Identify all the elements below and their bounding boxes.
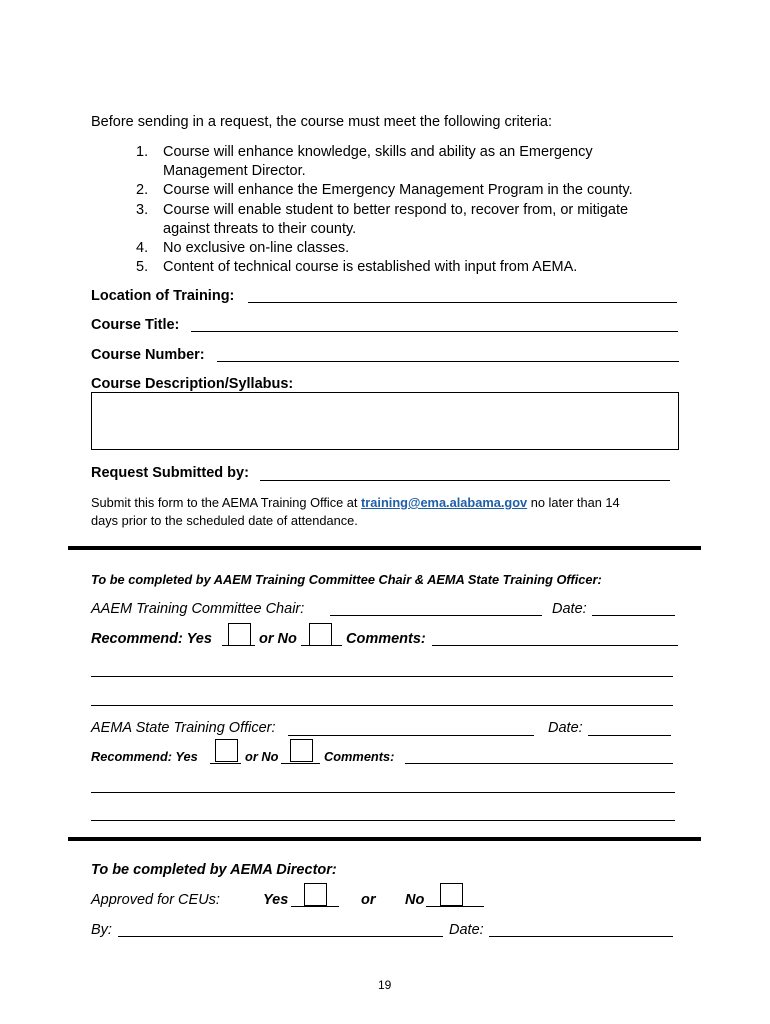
intro-text: Before sending in a request, the course must meet the following criteria: — [91, 114, 553, 130]
by-field[interactable] — [118, 936, 443, 937]
or-no-label: or No — [259, 631, 297, 647]
recommend-label-2: Recommend: Yes — [91, 749, 198, 764]
officer-comments-line-3[interactable] — [91, 820, 675, 821]
course-description-field[interactable] — [91, 392, 679, 450]
email-link[interactable]: training@ema.alabama.gov — [361, 495, 528, 510]
approved-or-label: or — [361, 892, 376, 908]
approved-no-label: No — [405, 892, 425, 908]
course-description-label: Course Description/Syllabus: — [91, 376, 294, 392]
section-divider-2 — [68, 837, 701, 841]
officer-comments-line-2[interactable] — [91, 792, 675, 793]
section2-heading: To be completed by AEMA Director: — [91, 862, 337, 878]
officer-name-field[interactable] — [288, 735, 534, 736]
chair-comments-field[interactable] — [432, 645, 678, 646]
comments-label-2: Comments: — [324, 749, 395, 764]
criteria-list — [136, 143, 696, 277]
approved-label: Approved for CEUs: — [91, 892, 220, 908]
submit-note-line2: days prior to the scheduled date of attendance. — [91, 513, 358, 528]
course-number-field[interactable] — [217, 361, 679, 362]
director-date-field[interactable] — [489, 936, 673, 937]
section-divider — [68, 546, 701, 550]
officer-yes-checkbox[interactable] — [215, 739, 238, 762]
officer-date-field[interactable] — [588, 735, 671, 736]
course-number-label: Course Number: — [91, 347, 205, 363]
chair-comments-line-3[interactable] — [91, 705, 673, 706]
approved-no-checkbox[interactable] — [440, 883, 463, 906]
approved-yes-underline — [291, 906, 339, 907]
list-item: 3. Course will enable student to better respond to, recover from, or mitigate against threats to their county. — [136, 201, 629, 237]
chair-no-underline — [301, 645, 342, 646]
chair-date-field[interactable] — [592, 615, 675, 616]
approved-no-underline — [426, 906, 484, 907]
chair-name-field[interactable] — [330, 615, 542, 616]
chair-yes-underline — [222, 645, 255, 646]
officer-label: AEMA State Training Officer: — [91, 720, 276, 736]
by-label: By: — [91, 922, 112, 938]
section1-heading: To be completed by AAEM Training Committee Chair & AEMA State Training Officer: — [91, 572, 602, 587]
approved-yes-label: Yes — [263, 892, 289, 908]
approved-yes-checkbox[interactable] — [304, 883, 327, 906]
or-no-label-2: or No — [245, 749, 279, 764]
course-title-field[interactable] — [191, 331, 678, 332]
submit-note: Submit this form to the AEMA Training Office at training@ema.alabama.gov no later than 14 — [91, 495, 620, 510]
list-item: 5. Content of technical course is established with input from AEMA. — [136, 259, 578, 276]
list-item: 1. Course will enhance knowledge, skills and ability as an Emergency Management Director. — [136, 144, 593, 180]
officer-no-underline — [281, 763, 320, 764]
recommend-label: Recommend: Yes — [91, 631, 212, 647]
officer-no-checkbox[interactable] — [290, 739, 313, 762]
chair-date-label: Date: — [552, 601, 587, 617]
officer-yes-underline — [210, 763, 241, 764]
location-field[interactable] — [248, 302, 677, 303]
chair-comments-line-2[interactable] — [91, 676, 673, 677]
location-label: Location of Training: — [91, 288, 235, 304]
list-item: 4. No exclusive on-line classes. — [136, 240, 350, 257]
officer-date-label: Date: — [548, 720, 583, 736]
course-title-label: Course Title: — [91, 317, 180, 333]
officer-comments-field[interactable] — [405, 763, 673, 764]
request-submitted-field[interactable] — [260, 480, 670, 481]
chair-label: AAEM Training Committee Chair: — [91, 601, 305, 617]
page-number: 19 — [378, 978, 392, 992]
director-date-label: Date: — [449, 922, 484, 938]
chair-yes-checkbox[interactable] — [228, 623, 251, 646]
chair-no-checkbox[interactable] — [309, 623, 332, 646]
request-submitted-label: Request Submitted by: — [91, 465, 249, 481]
list-item: 2. Course will enhance the Emergency Management Program in the county. — [136, 182, 633, 199]
comments-label: Comments: — [346, 631, 426, 647]
